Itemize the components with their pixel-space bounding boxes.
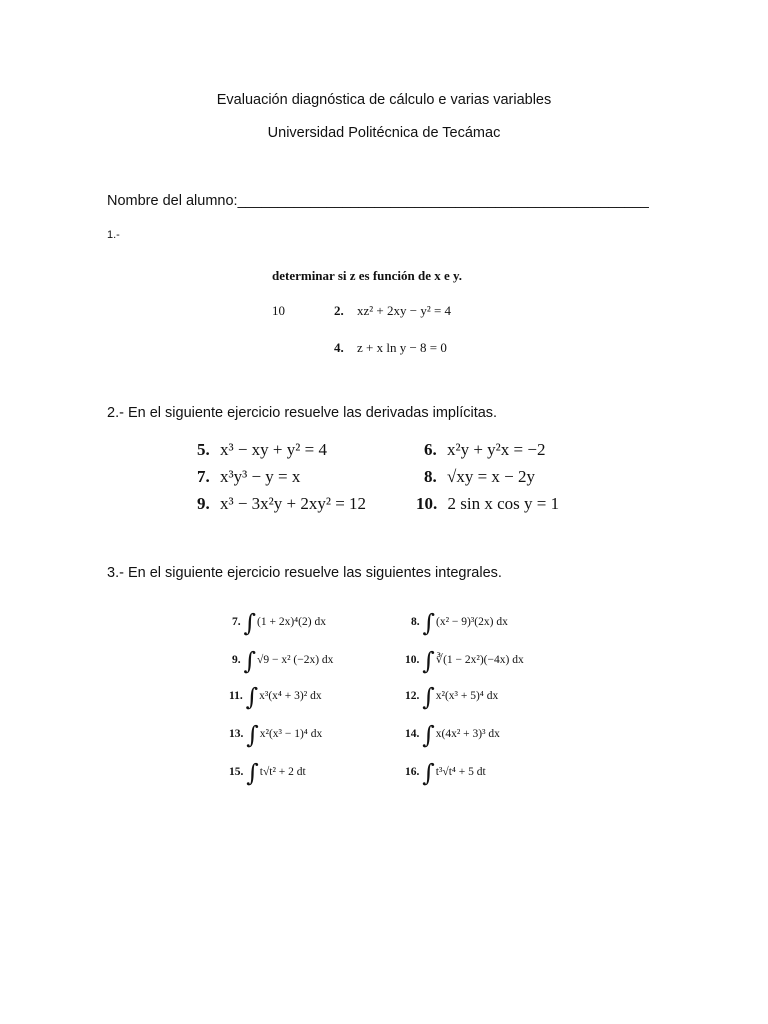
item-expression: ∛(1 − 2x²)(−4x) dx	[435, 654, 524, 666]
integral-sign-icon: ∫	[246, 721, 259, 749]
student-name-line: ___________________________________________________	[237, 193, 649, 209]
integral-sign-icon: ∫	[422, 683, 435, 711]
item-expression: x³(x⁴ + 3)² dx	[259, 690, 322, 702]
section1-instruction: determinar si z es función de x e y.	[272, 268, 463, 283]
item-number: 10.	[405, 654, 420, 666]
institution-name: Universidad Politécnica de Tecámac	[267, 125, 501, 141]
item-expression: z + x ln y − 8 = 0	[357, 340, 447, 355]
section1-number: 1.-	[107, 229, 120, 241]
item-expression: √9 − x² (−2x) dx	[257, 654, 334, 666]
derivative-item	[424, 467, 535, 487]
item-expression: x³ − xy + y² = 4	[220, 440, 327, 459]
item-number: 16.	[405, 766, 420, 778]
integral-sign-icon: ∫	[243, 609, 257, 637]
item-number: 6.	[424, 440, 437, 459]
item-number: 12.	[405, 690, 420, 702]
integral-item	[405, 647, 524, 675]
integral-item	[229, 759, 306, 787]
item-expression: (x² − 9)³(2x) dx	[436, 616, 508, 628]
student-name-field	[107, 193, 649, 209]
integral-sign-icon: ∫	[243, 647, 257, 675]
integral-sign-icon: ∫	[422, 759, 435, 787]
item-number: 14.	[405, 728, 420, 740]
item-expression: x³y³ − y = x	[220, 467, 301, 486]
integral-item	[229, 721, 322, 749]
derivative-item	[416, 494, 559, 514]
derivative-item	[197, 440, 327, 460]
item-number: 7.	[197, 467, 210, 486]
derivative-item	[197, 467, 300, 487]
integral-item	[405, 721, 500, 749]
item-expression: x(4x² + 3)³ dx	[435, 728, 500, 740]
item-expression: x³ − 3x²y + 2xy² = 12	[220, 494, 367, 513]
integral-item	[405, 759, 486, 787]
section1-item	[334, 340, 447, 356]
integral-sign-icon: ∫	[246, 759, 259, 787]
item-number: 9.	[232, 654, 241, 666]
student-name-label: Nombre del alumno:	[107, 193, 238, 209]
integral-item	[232, 609, 326, 637]
item-number: 10.	[416, 494, 438, 513]
integral-sign-icon: ∫	[422, 721, 435, 749]
section1-side-number: 10	[272, 303, 285, 318]
derivative-item	[424, 440, 545, 460]
integral-item	[405, 683, 498, 711]
item-number: 9.	[197, 494, 210, 513]
integral-sign-icon: ∫	[422, 647, 435, 675]
item-expression: x²(x³ + 5)⁴ dx	[435, 690, 499, 702]
section2-heading: 2.- En el siguiente ejercicio resuelve las derivadas implícitas.	[107, 405, 498, 421]
item-number: 4.	[334, 340, 344, 355]
item-expression: (1 + 2x)⁴(2) dx	[257, 616, 326, 628]
derivative-item	[197, 494, 366, 514]
item-expression: x²(x³ − 1)⁴ dx	[259, 728, 323, 740]
integral-item	[411, 609, 508, 637]
item-expression: x²y + y²x = −2	[447, 440, 546, 459]
item-expression: t√t² + 2 dt	[259, 766, 306, 778]
integral-item	[229, 683, 322, 711]
item-number: 15.	[229, 766, 244, 778]
integral-sign-icon: ∫	[245, 683, 259, 711]
integral-sign-icon: ∫	[422, 609, 436, 637]
document-title: Evaluación diagnóstica de cálculo e varias variables	[216, 92, 552, 108]
section1-item	[334, 303, 451, 319]
item-expression: t³√t⁴ + 5 dt	[435, 766, 486, 778]
item-expression: xz² + 2xy − y² = 4	[357, 303, 452, 318]
item-number: 7.	[232, 616, 241, 628]
item-number: 13.	[229, 728, 244, 740]
integral-item	[232, 647, 333, 675]
item-number: 5.	[197, 440, 210, 459]
section3-heading: 3.- En el siguiente ejercicio resuelve las siguientes integrales.	[107, 565, 502, 581]
item-number: 11.	[229, 690, 243, 702]
item-number: 8.	[424, 467, 437, 486]
item-expression: 2 sin x cos y = 1	[447, 494, 560, 513]
item-expression: √xy = x − 2y	[447, 467, 536, 486]
item-number: 8.	[411, 616, 420, 628]
item-number: 2.	[334, 303, 344, 318]
